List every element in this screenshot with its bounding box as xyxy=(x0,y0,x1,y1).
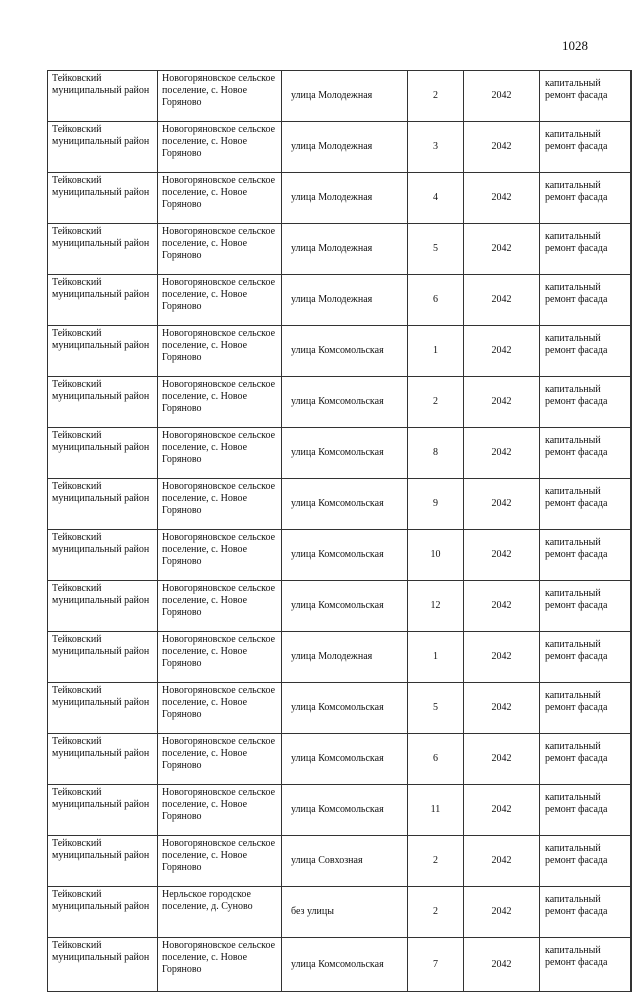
street-cell: улица Комсомольская xyxy=(282,530,408,581)
street-cell: улица Молодежная xyxy=(282,275,408,326)
year-cell: 2042 xyxy=(464,122,540,173)
year-cell: 2042 xyxy=(464,785,540,836)
work-type-cell: капитальный ремонт фасада xyxy=(540,224,631,275)
house-number-cell: 6 xyxy=(408,275,464,326)
table-row xyxy=(48,326,631,377)
work-type-cell: капитальный ремонт фасада xyxy=(540,275,631,326)
settlement-cell: Новогоряновское сельское поселение, с. Новое Горяново xyxy=(158,530,282,581)
year-cell: 2042 xyxy=(464,632,540,683)
street-cell: улица Комсомольская xyxy=(282,377,408,428)
work-type-cell: капитальный ремонт фасада xyxy=(540,428,631,479)
year-cell: 2042 xyxy=(464,275,540,326)
house-number-cell: 2 xyxy=(408,887,464,938)
street-cell: улица Комсомольская xyxy=(282,938,408,992)
settlement-cell: Новогоряновское сельское поселение, с. Новое Горяново xyxy=(158,71,282,122)
year-cell: 2042 xyxy=(464,530,540,581)
district-cell: Тейковский муниципальный район xyxy=(48,938,158,992)
table-row xyxy=(48,938,631,992)
street-cell: улица Молодежная xyxy=(282,122,408,173)
district-cell: Тейковский муниципальный район xyxy=(48,275,158,326)
district-cell: Тейковский муниципальный район xyxy=(48,122,158,173)
work-type-cell: капитальный ремонт фасада xyxy=(540,71,631,122)
table-row xyxy=(48,632,631,683)
settlement-cell: Новогоряновское сельское поселение, с. Новое Горяново xyxy=(158,224,282,275)
table-row xyxy=(48,785,631,836)
table-row xyxy=(48,530,631,581)
street-cell: улица Комсомольская xyxy=(282,683,408,734)
settlement-cell: Новогоряновское сельское поселение, с. Новое Горяново xyxy=(158,938,282,992)
year-cell: 2042 xyxy=(464,377,540,428)
settlement-cell: Новогоряновское сельское поселение, с. Новое Горяново xyxy=(158,479,282,530)
work-type-cell: капитальный ремонт фасада xyxy=(540,785,631,836)
settlement-cell: Новогоряновское сельское поселение, с. Новое Горяново xyxy=(158,581,282,632)
settlement-cell: Новогоряновское сельское поселение, с. Новое Горяново xyxy=(158,428,282,479)
street-cell: улица Комсомольская xyxy=(282,326,408,377)
year-cell: 2042 xyxy=(464,224,540,275)
district-cell: Тейковский муниципальный район xyxy=(48,173,158,224)
work-type-cell: капитальный ремонт фасада xyxy=(540,734,631,785)
house-number-cell: 2 xyxy=(408,71,464,122)
table-row xyxy=(48,71,631,122)
district-cell: Тейковский муниципальный район xyxy=(48,377,158,428)
house-number-cell: 7 xyxy=(408,938,464,992)
settlement-cell: Новогоряновское сельское поселение, с. Новое Горяново xyxy=(158,377,282,428)
house-number-cell: 3 xyxy=(408,122,464,173)
table-row xyxy=(48,479,631,530)
table-row xyxy=(48,428,631,479)
table-row xyxy=(48,377,631,428)
settlement-cell: Нерльское городское поселение, д. Суново xyxy=(158,887,282,938)
table-row xyxy=(48,887,631,938)
table-body xyxy=(48,71,631,992)
year-cell: 2042 xyxy=(464,428,540,479)
street-cell: улица Комсомольская xyxy=(282,785,408,836)
settlement-cell: Новогоряновское сельское поселение, с. Новое Горяново xyxy=(158,173,282,224)
work-type-cell: капитальный ремонт фасада xyxy=(540,887,631,938)
settlement-cell: Новогоряновское сельское поселение, с. Новое Горяново xyxy=(158,122,282,173)
district-cell: Тейковский муниципальный район xyxy=(48,734,158,785)
district-cell: Тейковский муниципальный район xyxy=(48,785,158,836)
table-row xyxy=(48,683,631,734)
settlement-cell: Новогоряновское сельское поселение, с. Новое Горяново xyxy=(158,275,282,326)
year-cell: 2042 xyxy=(464,581,540,632)
repair-schedule-table xyxy=(47,70,632,992)
house-number-cell: 5 xyxy=(408,683,464,734)
work-type-cell: капитальный ремонт фасада xyxy=(540,479,631,530)
district-cell: Тейковский муниципальный район xyxy=(48,326,158,377)
year-cell: 2042 xyxy=(464,683,540,734)
street-cell: улица Комсомольская xyxy=(282,428,408,479)
work-type-cell: капитальный ремонт фасада xyxy=(540,173,631,224)
work-type-cell: капитальный ремонт фасада xyxy=(540,530,631,581)
street-cell: улица Молодежная xyxy=(282,71,408,122)
table-row xyxy=(48,224,631,275)
street-cell: улица Комсомольская xyxy=(282,581,408,632)
house-number-cell: 11 xyxy=(408,785,464,836)
district-cell: Тейковский муниципальный район xyxy=(48,224,158,275)
house-number-cell: 9 xyxy=(408,479,464,530)
work-type-cell: капитальный ремонт фасада xyxy=(540,938,631,992)
work-type-cell: капитальный ремонт фасада xyxy=(540,377,631,428)
table-row xyxy=(48,122,631,173)
house-number-cell: 10 xyxy=(408,530,464,581)
year-cell: 2042 xyxy=(464,887,540,938)
year-cell: 2042 xyxy=(464,479,540,530)
settlement-cell: Новогоряновское сельское поселение, с. Новое Горяново xyxy=(158,734,282,785)
district-cell: Тейковский муниципальный район xyxy=(48,428,158,479)
district-cell: Тейковский муниципальный район xyxy=(48,836,158,887)
house-number-cell: 5 xyxy=(408,224,464,275)
street-cell: улица Совхозная xyxy=(282,836,408,887)
district-cell: Тейковский муниципальный район xyxy=(48,887,158,938)
district-cell: Тейковский муниципальный район xyxy=(48,632,158,683)
street-cell: улица Молодежная xyxy=(282,173,408,224)
year-cell: 2042 xyxy=(464,938,540,992)
page-number: 1028 xyxy=(562,38,588,53)
house-number-cell: 2 xyxy=(408,836,464,887)
district-cell: Тейковский муниципальный район xyxy=(48,479,158,530)
year-cell: 2042 xyxy=(464,173,540,224)
table-row xyxy=(48,836,631,887)
table-row xyxy=(48,275,631,326)
work-type-cell: капитальный ремонт фасада xyxy=(540,581,631,632)
settlement-cell: Новогоряновское сельское поселение, с. Новое Горяново xyxy=(158,785,282,836)
table-row xyxy=(48,173,631,224)
house-number-cell: 8 xyxy=(408,428,464,479)
work-type-cell: капитальный ремонт фасада xyxy=(540,632,631,683)
year-cell: 2042 xyxy=(464,734,540,785)
work-type-cell: капитальный ремонт фасада xyxy=(540,122,631,173)
house-number-cell: 1 xyxy=(408,326,464,377)
district-cell: Тейковский муниципальный район xyxy=(48,683,158,734)
house-number-cell: 6 xyxy=(408,734,464,785)
settlement-cell: Новогоряновское сельское поселение, с. Новое Горяново xyxy=(158,326,282,377)
year-cell: 2042 xyxy=(464,836,540,887)
district-cell: Тейковский муниципальный район xyxy=(48,581,158,632)
district-cell: Тейковский муниципальный район xyxy=(48,530,158,581)
work-type-cell: капитальный ремонт фасада xyxy=(540,326,631,377)
street-cell: улица Молодежная xyxy=(282,632,408,683)
table-row xyxy=(48,581,631,632)
street-cell: улица Комсомольская xyxy=(282,734,408,785)
house-number-cell: 4 xyxy=(408,173,464,224)
settlement-cell: Новогоряновское сельское поселение, с. Новое Горяново xyxy=(158,683,282,734)
year-cell: 2042 xyxy=(464,71,540,122)
settlement-cell: Новогоряновское сельское поселение, с. Новое Горяново xyxy=(158,836,282,887)
house-number-cell: 12 xyxy=(408,581,464,632)
house-number-cell: 2 xyxy=(408,377,464,428)
district-cell: Тейковский муниципальный район xyxy=(48,71,158,122)
work-type-cell: капитальный ремонт фасада xyxy=(540,836,631,887)
work-type-cell: капитальный ремонт фасада xyxy=(540,683,631,734)
settlement-cell: Новогоряновское сельское поселение, с. Новое Горяново xyxy=(158,632,282,683)
street-cell: улица Молодежная xyxy=(282,224,408,275)
house-number-cell: 1 xyxy=(408,632,464,683)
year-cell: 2042 xyxy=(464,326,540,377)
street-cell: улица Комсомольская xyxy=(282,479,408,530)
table-row xyxy=(48,734,631,785)
street-cell: без улицы xyxy=(282,887,408,938)
